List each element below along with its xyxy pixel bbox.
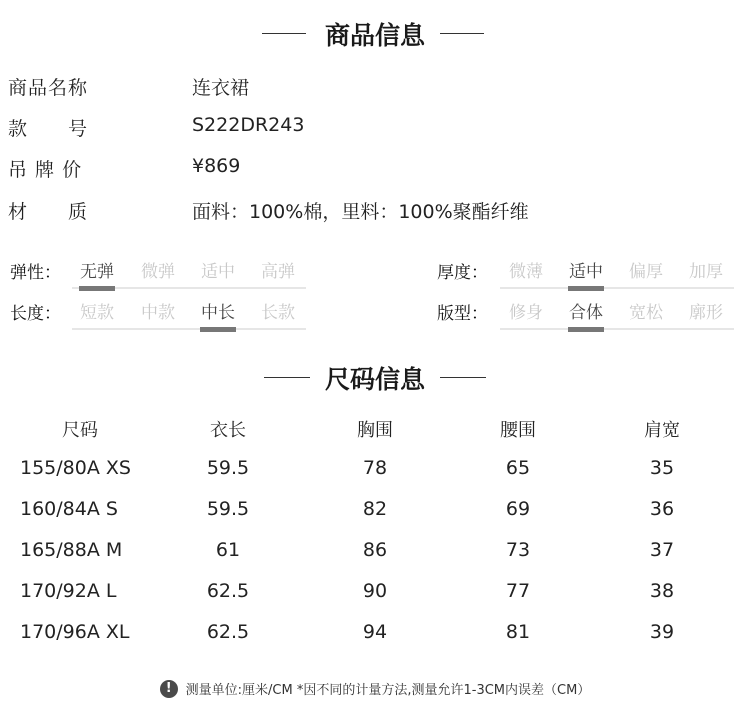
size-cell-size: 160/84A S [20,498,118,520]
size-cell-length: 62.5 [206,580,250,602]
product-info-title: 商品信息 [324,21,425,50]
length-option: 短款 [80,303,114,323]
size-header-shoulder: 肩宽 [644,420,680,441]
size-cell-shoulder: 35 [649,457,675,479]
length-option: 长款 [261,303,295,323]
size-cell-size: 170/92A L [20,580,117,602]
length-option: 中款 [141,303,175,323]
fit-option: 合体 [566,298,606,323]
fit-option: 修身 [509,303,543,323]
elasticity-option: 无弹 [77,257,117,282]
thickness-option: 加厚 [689,262,723,282]
size-cell-length: 59.5 [206,498,250,520]
fit-option: 廓形 [689,303,723,323]
length-options [72,298,306,330]
measurement-note-text: 测量单位:厘米/CM *因不同的计量方法,测量允许1-3CM内误差（CM） [185,683,591,698]
thickness-options [500,257,734,289]
thickness-option: 适中 [566,257,606,282]
thickness-option: 偏厚 [629,262,663,282]
size-cell-length: 62.5 [206,621,250,643]
info-value-style: S222DR243 [192,114,305,136]
size-cell-bust: 86 [362,539,388,561]
fit-options [500,298,734,330]
size-cell-size: 170/96A XL [20,621,130,643]
size-cell-size: 155/80A XS [20,457,131,479]
elasticity-option: 微弹 [141,262,175,282]
thickness-label: 厚度： [437,263,488,283]
size-cell-waist: 77 [505,580,531,602]
size-cell-waist: 73 [505,539,531,561]
elasticity-option: 适中 [201,262,235,282]
size-header-bust: 胸围 [357,420,393,441]
size-cell-bust: 82 [362,498,388,520]
elasticity-options [72,257,306,289]
size-rule-right [440,377,486,378]
measurement-note [0,679,750,698]
size-cell-shoulder: 37 [649,539,675,561]
size-cell-waist: 65 [505,457,531,479]
fit-option: 宽松 [629,303,663,323]
elasticity-label: 弹性： [10,263,61,283]
info-value-material: 面料：100%棉，里料：100%聚酯纤维 [192,201,529,223]
info-value-price: ¥869 [192,155,241,177]
size-cell-bust: 78 [362,457,388,479]
size-info-title: 尺码信息 [324,365,425,394]
size-cell-waist: 81 [505,621,531,643]
size-cell-bust: 94 [362,621,388,643]
info-label-style: 款 号 [8,118,89,140]
exclamation-icon: ! [160,680,178,698]
size-cell-waist: 69 [505,498,531,520]
size-cell-shoulder: 38 [649,580,675,602]
info-value-name: 连衣裙 [192,77,250,99]
thickness-option: 微薄 [509,262,543,282]
length-option: 中长 [198,298,238,323]
size-header-length: 衣长 [210,420,246,441]
size-cell-shoulder: 36 [649,498,675,520]
size-header-waist: 腰围 [500,420,536,441]
size-header-size: 尺码 [62,420,98,441]
size-cell-length: 61 [215,539,241,561]
info-label-material: 材 质 [8,201,89,223]
size-cell-bust: 90 [362,580,388,602]
size-cell-size: 165/88A M [20,539,123,561]
fit-label: 版型： [437,304,488,324]
size-cell-length: 59.5 [206,457,250,479]
info-label-price: 吊 牌 价 [8,159,83,181]
elasticity-option: 高弹 [261,262,295,282]
size-cell-shoulder: 39 [649,621,675,643]
info-label-name: 商品名称 [8,77,89,99]
length-label: 长度： [10,304,61,324]
title-rule-right [440,33,484,34]
